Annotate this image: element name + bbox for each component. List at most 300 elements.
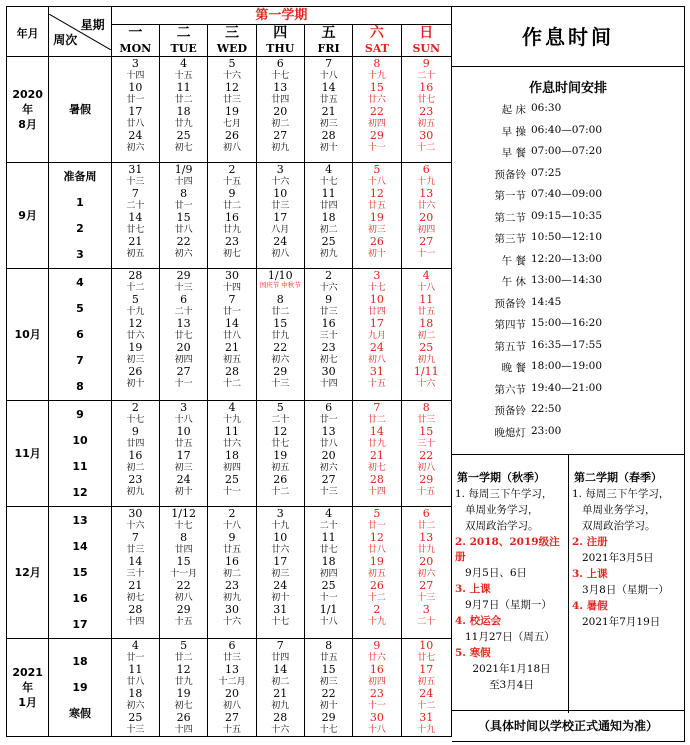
lunar-date: 十六 — [271, 725, 290, 735]
lunar-date: 初六 — [271, 355, 290, 365]
lunar-date: 廿六 — [367, 95, 386, 105]
date-number: 16 — [419, 81, 434, 94]
term-item: 4. 暑假 — [572, 600, 608, 612]
date-number: 26 — [176, 711, 191, 724]
date-number: 8 — [180, 531, 188, 544]
day-cell — [304, 401, 352, 507]
lunar-date: 十九 — [271, 521, 290, 531]
day-cell — [159, 269, 207, 401]
schedule-row — [452, 99, 684, 121]
date-number: 23 — [419, 105, 434, 118]
week-number: 19 — [72, 680, 88, 694]
week-number: 13 — [72, 513, 88, 527]
date-number: 7 — [276, 639, 284, 652]
date-number: 28 — [321, 129, 336, 142]
lunar-date: 初五 — [417, 677, 436, 687]
lunar-date: 廿二 — [222, 201, 241, 211]
lunar-date: 初九 — [126, 487, 145, 497]
lunar-date: 十六 — [271, 177, 290, 187]
date-number: 20 — [419, 211, 434, 224]
lunar-date: 七月 — [222, 119, 241, 129]
lunar-date: 十九 — [222, 415, 241, 425]
date-number: 17 — [419, 663, 434, 676]
date-number: 4 — [228, 401, 236, 414]
date-number: 6 — [422, 163, 430, 176]
lunar-date: 廿四 — [271, 653, 290, 663]
date-number: 17 — [369, 317, 384, 330]
lunar-date: 初九 — [271, 701, 290, 711]
date-number: 24 — [419, 687, 434, 700]
lunar-date: 十五 — [367, 379, 386, 389]
date-number: 24 — [273, 579, 288, 592]
lunar-date: 十四 — [319, 379, 338, 389]
week-label: 周次 — [53, 32, 78, 47]
date-number: 3 — [180, 401, 188, 414]
date-number: 22 — [176, 235, 191, 248]
term-heading: 第二学期（春季） — [574, 471, 662, 484]
date-number: 29 — [176, 603, 191, 616]
month-label — [7, 401, 49, 507]
date-number: 29 — [419, 473, 434, 486]
term-item: 2. 注册 — [572, 536, 608, 548]
week-number: 10 — [72, 433, 88, 447]
lunar-date: 十三 — [319, 487, 338, 497]
term-item: 至3月4日 — [489, 679, 534, 691]
lunar-date: 廿一 — [367, 521, 386, 531]
date-number: 24 — [273, 235, 288, 248]
date-number: 12 — [369, 531, 384, 544]
schedule-time: 10:50—12:10 — [531, 231, 603, 243]
date-number: 27 — [224, 711, 239, 724]
date-number: 2 — [228, 163, 236, 176]
lunar-date: 初七 — [174, 701, 193, 711]
date-number: 11 — [321, 531, 336, 544]
date-number: 18 — [419, 317, 434, 330]
schedule-time: 09:15—10:35 — [531, 209, 603, 222]
date-number: 23 — [321, 341, 336, 354]
day-cell — [159, 507, 207, 639]
day-en: WED — [216, 42, 248, 55]
date-number: 15 — [176, 555, 191, 568]
date-number: 16 — [369, 663, 384, 676]
day-cell — [401, 269, 451, 401]
lunar-date: 廿五 — [319, 95, 338, 105]
date-number: 23 — [224, 235, 239, 248]
date-number: 3 — [422, 603, 430, 616]
term-title: 第一学期 — [111, 7, 451, 25]
date-number: 28 — [128, 603, 143, 616]
lunar-date: 十二 — [417, 143, 436, 153]
date-number: 28 — [128, 269, 143, 282]
lunar-date: 初五 — [417, 119, 436, 129]
lunar-date: 十六 — [126, 521, 145, 531]
lunar-date: 初二 — [319, 225, 338, 235]
month-text: 2020 — [12, 88, 43, 101]
lunar-date: 初七 — [367, 463, 386, 473]
day-cell — [304, 57, 352, 163]
schedule-label: 第一节 — [494, 190, 526, 202]
lunar-date: 廿一 — [174, 201, 193, 211]
lunar-date: 初七 — [126, 593, 145, 603]
term-item: 单周业务学习， — [465, 504, 539, 516]
date-number: 22 — [419, 449, 434, 462]
day-cell — [208, 269, 256, 401]
schedule-row — [452, 121, 684, 143]
lunar-date: 廿三 — [222, 95, 241, 105]
lunar-date: 廿五 — [367, 201, 386, 211]
date-number: 26 — [128, 365, 143, 378]
lunar-date: 十七 — [271, 71, 290, 81]
day-zh: 五 — [321, 25, 336, 41]
term-item: 3. 上课 — [572, 568, 608, 580]
date-number: 14 — [128, 555, 143, 568]
schedule-time: 14:45 — [531, 295, 562, 308]
month-row — [7, 639, 452, 737]
date-number: 31 — [369, 365, 384, 378]
day-zh: 二 — [176, 25, 191, 41]
day-cell — [208, 401, 256, 507]
date-number: 20 — [273, 105, 288, 118]
lunar-date: 廿四 — [174, 545, 193, 555]
lunar-date: 初十 — [319, 701, 338, 711]
day-cell — [353, 57, 401, 163]
date-number: 29 — [369, 129, 384, 142]
term-item: 11月27日（周五） — [465, 631, 555, 643]
lunar-date: 廿二 — [367, 415, 386, 425]
date-number: 15 — [321, 663, 336, 676]
day-cell — [256, 57, 304, 163]
schedule-label: 晚熄灯 — [494, 426, 526, 439]
schedule-row — [452, 271, 684, 293]
schedule-row — [452, 185, 684, 207]
date-number: 22 — [273, 341, 288, 354]
lunar-date: 初六 — [319, 463, 338, 473]
day-en: MON — [119, 42, 152, 55]
lunar-date: 廿六 — [126, 331, 145, 341]
day-zh: 六 — [369, 25, 384, 41]
lunar-date: 十七 — [319, 177, 338, 187]
lunar-date: 初八 — [417, 463, 436, 473]
lunar-date: 二十 — [417, 617, 436, 627]
month-text: 9月 — [18, 209, 37, 222]
date-number: 12 — [176, 663, 191, 676]
date-number: 10 — [419, 639, 434, 652]
lunar-date: 初九 — [417, 355, 436, 365]
date-number: 14 — [273, 663, 288, 676]
lunar-date: 国庆节 中秋节 — [259, 281, 301, 289]
date-number: 7 — [228, 293, 236, 306]
date-number: 14 — [369, 425, 384, 438]
date-number: 27 — [176, 365, 191, 378]
lunar-date: 初二 — [271, 119, 290, 129]
lunar-date: 十四 — [222, 283, 241, 293]
lunar-date: 十三 — [417, 593, 436, 603]
term-item: 4. 校运会 — [455, 615, 502, 627]
date-number: 26 — [369, 579, 384, 592]
term-item: 3. 上课 — [455, 583, 491, 595]
lunar-date: 初五 — [367, 569, 386, 579]
date-number: 16 — [224, 555, 239, 568]
lunar-date: 初二 — [222, 569, 241, 579]
schedule-time: 13:00—14:30 — [531, 274, 603, 286]
week-number: 8 — [76, 379, 84, 393]
lunar-date: 十九 — [417, 177, 436, 187]
date-number: 8 — [276, 293, 284, 306]
schedule-row — [452, 314, 684, 336]
day-zh: 日 — [419, 25, 434, 41]
schedule-title: 作息时间 — [452, 7, 684, 67]
month-row — [7, 57, 452, 163]
week-number: 14 — [72, 539, 88, 553]
month-label — [7, 507, 49, 639]
week-number: 3 — [76, 247, 84, 261]
lunar-date: 廿六 — [417, 201, 436, 211]
date-number: 19 — [369, 211, 384, 224]
lunar-date: 十三 — [271, 379, 290, 389]
day-cell — [353, 507, 401, 639]
lunar-date: 廿三 — [126, 545, 145, 555]
week-number: 9 — [76, 407, 84, 421]
month-text: 8月 — [18, 118, 37, 131]
day-header — [304, 25, 352, 57]
date-number: 27 — [273, 129, 288, 142]
date-number: 14 — [128, 211, 143, 224]
term-item: 9月5日、6日 — [465, 567, 528, 579]
date-number: 18 — [321, 211, 336, 224]
date-number: 11 — [419, 293, 434, 306]
lunar-date: 十四 — [126, 71, 145, 81]
date-number: 8 — [373, 57, 381, 70]
lunar-date: 十五 — [222, 725, 241, 735]
date-number: 12 — [369, 187, 384, 200]
date-number: 4 — [131, 639, 139, 652]
lunar-date: 初六 — [126, 143, 145, 153]
month-row — [7, 269, 452, 401]
date-number: 15 — [419, 425, 434, 438]
day-cell — [111, 507, 159, 639]
lunar-date: 初五 — [126, 249, 145, 259]
schedule-label: 起 床 — [501, 104, 526, 116]
date-number: 1/12 — [171, 507, 196, 520]
week-numbers — [49, 507, 111, 639]
date-number: 13 — [176, 317, 191, 330]
lunar-date: 初四 — [417, 225, 436, 235]
date-number: 9 — [228, 187, 236, 200]
date-number: 16 — [321, 317, 336, 330]
lunar-date: 廿一 — [126, 95, 145, 105]
lunar-date: 廿九 — [417, 545, 436, 555]
schedule-label: 第三节 — [494, 233, 526, 245]
lunar-date: 初七 — [319, 355, 338, 365]
lunar-date: 十七 — [271, 617, 290, 627]
day-zh: 一 — [128, 25, 143, 41]
schedule-row — [452, 422, 684, 444]
lunar-date: 十七 — [174, 521, 193, 531]
lunar-date: 十七 — [319, 725, 338, 735]
date-number: 17 — [273, 211, 288, 224]
term-item: 1. 每周三下午学习， — [572, 488, 670, 500]
date-number: 12 — [224, 81, 239, 94]
week-numbers — [49, 401, 111, 507]
day-cell — [256, 639, 304, 737]
date-number: 25 — [176, 129, 191, 142]
date-number: 4 — [422, 269, 430, 282]
week-number: 暑假 — [68, 102, 91, 116]
lunar-date: 初八 — [271, 249, 290, 259]
lunar-date: 廿八 — [126, 677, 145, 687]
month-text: 1月 — [18, 696, 37, 709]
lunar-date: 初五 — [271, 463, 290, 473]
date-number: 27 — [419, 579, 434, 592]
term-item: 双周政治学习。 — [465, 520, 539, 532]
day-cell — [256, 163, 304, 269]
date-number: 18 — [176, 105, 191, 118]
lunar-date: 初三 — [126, 355, 145, 365]
lunar-date: 廿一 — [222, 307, 241, 317]
lunar-date: 二十 — [417, 71, 436, 81]
lunar-date: 十三 — [126, 725, 145, 735]
term-item: 2021年3月5日 — [582, 552, 654, 564]
date-number: 26 — [273, 473, 288, 486]
day-cell — [401, 163, 451, 269]
lunar-date: 十八 — [417, 283, 436, 293]
lunar-date: 初四 — [222, 463, 241, 473]
lunar-date: 九月 — [367, 331, 386, 341]
day-cell — [256, 507, 304, 639]
date-number: 16 — [128, 449, 143, 462]
lunar-date: 廿六 — [271, 545, 290, 555]
month-text: 11月 — [14, 447, 41, 460]
date-number: 18 — [224, 449, 239, 462]
term-item: 9月7日（星期一） — [465, 599, 552, 611]
lunar-date: 十八 — [319, 617, 338, 627]
date-number: 24 — [176, 473, 191, 486]
date-number: 8 — [325, 639, 333, 652]
lunar-date: 初六 — [417, 569, 436, 579]
date-number: 6 — [180, 293, 188, 306]
lunar-date: 廿八 — [222, 331, 241, 341]
day-en: THU — [266, 42, 295, 55]
date-number: 26 — [224, 129, 239, 142]
schedule-time: 07:25 — [531, 166, 562, 179]
schedule-label: 第六节 — [494, 383, 526, 396]
schedule-time: 15:00—16:20 — [531, 317, 603, 329]
day-cell — [208, 639, 256, 737]
lunar-date: 初七 — [174, 143, 193, 153]
lunar-date: 十八 — [319, 71, 338, 81]
schedule-label: 第四节 — [494, 319, 526, 331]
lunar-date: 二十 — [126, 201, 145, 211]
day-cell — [353, 269, 401, 401]
lunar-date: 廿五 — [174, 439, 193, 449]
date-number: 21 — [369, 449, 384, 462]
date-number: 10 — [273, 187, 288, 200]
lunar-date: 初八 — [222, 701, 241, 711]
date-number: 2 — [131, 401, 139, 414]
date-number: 1/11 — [413, 365, 439, 378]
date-number: 3 — [276, 507, 284, 520]
date-number: 22 — [369, 105, 384, 118]
lunar-date: 廿八 — [319, 439, 338, 449]
month-text: 年 — [22, 103, 34, 116]
lunar-date: 二十 — [319, 521, 338, 531]
day-cell — [304, 269, 352, 401]
term-heading: 第一学期（秋季） — [457, 471, 545, 484]
week-numbers — [49, 163, 111, 269]
date-number: 11 — [224, 425, 239, 438]
date-number: 10 — [128, 81, 143, 94]
date-number: 13 — [224, 663, 239, 676]
lunar-date: 廿九 — [367, 439, 386, 449]
lunar-date: 十一 — [367, 143, 386, 153]
lunar-date: 初七 — [222, 249, 241, 259]
lunar-date: 初八 — [174, 593, 193, 603]
schedule-panel — [452, 6, 685, 742]
date-number: 18 — [321, 555, 336, 568]
lunar-date: 初九 — [222, 593, 241, 603]
term-item: 3月8日（星期一） — [582, 584, 669, 596]
date-number: 9 — [228, 531, 236, 544]
lunar-date: 初八 — [222, 143, 241, 153]
day-cell — [304, 163, 352, 269]
lunar-date: 初三 — [271, 569, 290, 579]
lunar-date: 初二 — [271, 677, 290, 687]
date-number: 9 — [325, 293, 333, 306]
day-cell — [111, 163, 159, 269]
date-number: 23 — [128, 473, 143, 486]
day-cell — [159, 401, 207, 507]
date-number: 15 — [273, 317, 288, 330]
day-header — [111, 25, 159, 57]
lunar-date: 初三 — [174, 463, 193, 473]
schedule-row — [452, 293, 684, 315]
day-cell — [401, 507, 451, 639]
lunar-date: 十九 — [126, 307, 145, 317]
date-number: 13 — [321, 425, 336, 438]
date-number: 10 — [273, 531, 288, 544]
date-number: 19 — [224, 105, 239, 118]
date-number: 10 — [369, 293, 384, 306]
schedule-time: 07:40—09:00 — [531, 188, 603, 200]
lunar-date: 十四 — [367, 487, 386, 497]
lunar-date: 八月 — [271, 225, 290, 235]
lunar-date: 廿二 — [417, 521, 436, 531]
day-header — [159, 25, 207, 57]
lunar-date: 廿五 — [222, 545, 241, 555]
date-number: 25 — [128, 711, 143, 724]
date-number: 22 — [321, 687, 336, 700]
term-notes — [452, 454, 684, 712]
week-number: 寒假 — [68, 706, 91, 720]
lunar-date: 初九 — [271, 143, 290, 153]
lunar-date: 初三 — [319, 677, 338, 687]
date-number: 2 — [228, 507, 236, 520]
schedule-row — [452, 379, 684, 401]
lunar-date: 十九 — [417, 725, 436, 735]
day-en: SAT — [364, 42, 389, 55]
schedule-time: 12:20—13:00 — [531, 252, 603, 265]
schedule-row — [452, 164, 684, 186]
date-number: 29 — [176, 269, 191, 282]
date-number: 28 — [369, 473, 384, 486]
schedule-label: 晚 餐 — [501, 362, 526, 374]
lunar-date: 十六 — [222, 617, 241, 627]
lunar-date: 廿三 — [319, 307, 338, 317]
week-number: 12 — [72, 485, 88, 499]
date-number: 1/10 — [267, 269, 293, 282]
month-text: 10月 — [14, 328, 41, 341]
date-number: 1/1 — [319, 603, 338, 616]
